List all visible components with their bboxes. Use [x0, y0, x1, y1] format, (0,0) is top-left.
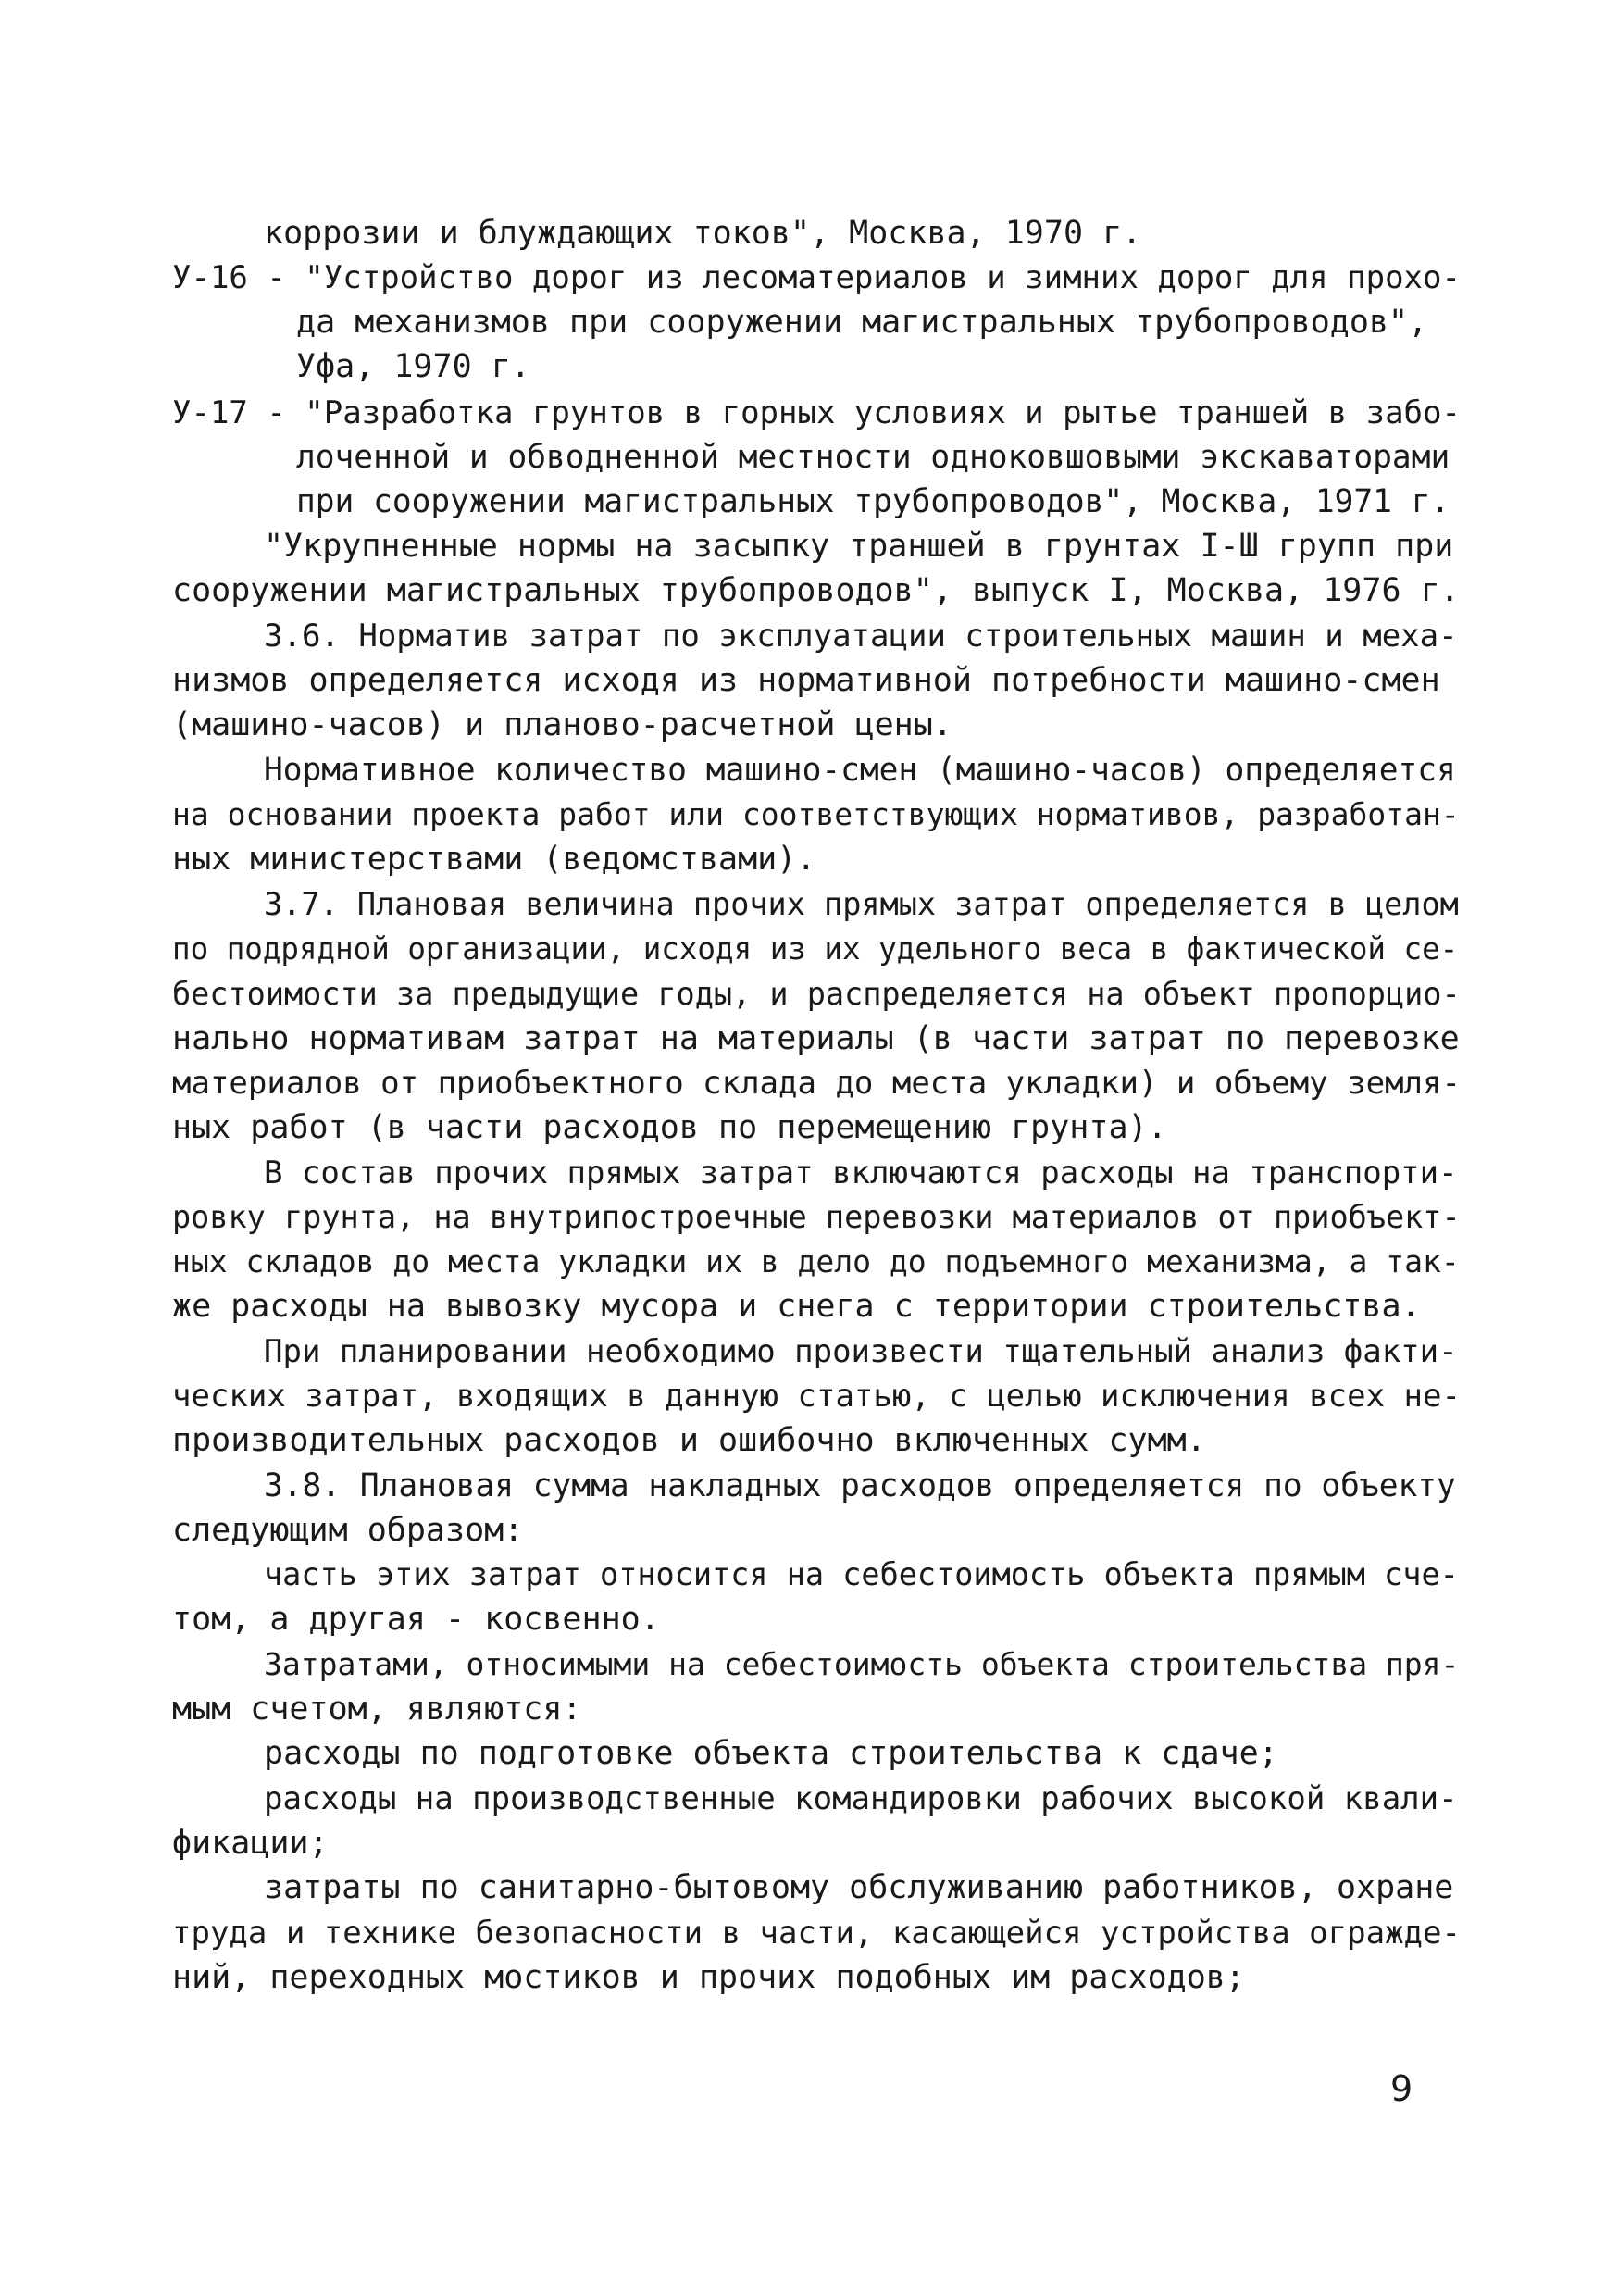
text-line: В состав прочих прямых затрат включаются расходы на транспорти- — [264, 1154, 1458, 1192]
text-line: ных складов до места укладки их в дело до подъемного механизма, а так- — [172, 1243, 1460, 1279]
text-line: фикации; — [172, 1825, 329, 1862]
text-line: бестоимости за предыдущие годы, и распределяется на объект пропорцио- — [172, 976, 1461, 1012]
text-line: нально нормативам затрат на материалы (в части затрат по перевозке — [172, 1020, 1460, 1057]
text-line: Нормативное количество машино-смен (машино-часов) определяется — [264, 752, 1456, 789]
text-line: Уфа, 1970 г. — [296, 348, 530, 385]
text-line: расходы по подготовке объекта строительства к сдаче; — [264, 1735, 1278, 1772]
text-line: (машино-часов) и планово-расчетной цены. — [172, 706, 952, 743]
text-line: труда и технике безопасности в части, касающейся устройства огражде- — [172, 1915, 1461, 1952]
text-line: ческих затрат, входящих в данную статью, с целью исключения всех не- — [172, 1378, 1461, 1415]
text-line: ных работ (в части расходов по перемещению грунта). — [172, 1109, 1167, 1146]
text-line: низмов определяется исходя из нормативной потребности машино-смен — [172, 662, 1440, 699]
text-line: материалов от приобъектного склада до места укладки) и объему земля- — [172, 1065, 1461, 1102]
text-line: ний, переходных мостиков и прочих подобных им расходов; — [172, 1959, 1245, 1996]
text-line: мым счетом, являются: — [172, 1691, 582, 1728]
page-number: 9 — [1390, 2068, 1413, 2109]
text-line: ровку грунта, на внутрипостроечные перевозки материалов от приобъект- — [172, 1199, 1461, 1235]
text-line: "Укрупненные нормы на засыпку траншей в грунтах I-Ш групп при — [264, 528, 1454, 565]
text-line: При планировании необходимо произвести тщательный анализ факти- — [264, 1333, 1458, 1370]
text-line: же расходы на вывозку мусора и снега с территории строительства. — [172, 1288, 1421, 1325]
text-line: затраты по санитарно-бытовому обслуживанию работников, охране — [264, 1869, 1454, 1906]
text-line: на основании проекта работ или соответствующих нормативов, разработан- — [172, 796, 1460, 832]
text-line: У-16 - "Устройство дорог из лесоматериалов и зимних дорог для прохо- — [172, 259, 1461, 296]
text-line: следующим образом: — [172, 1512, 524, 1549]
text-line: ных министерствами (ведомствами). — [172, 841, 816, 878]
text-line: часть этих затрат относится на себестоимость объекта прямым сче- — [264, 1556, 1459, 1592]
text-line: расходы на производственные командировки рабочих высокой квали- — [264, 1780, 1458, 1817]
text-line: 3.7. Плановая величина прочих прямых затрат определяется в целом — [264, 886, 1459, 922]
text-line: У-17 - "Разработка грунтов в горных условиях и рытье траншей в забо- — [172, 394, 1461, 431]
text-line: том, а другая - косвенно. — [172, 1601, 660, 1638]
text-line: коррозии и блуждающих токов", Москва, 1970 г. — [264, 215, 1142, 252]
text-line: 3.8. Плановая сумма накладных расходов определяется по объекту — [264, 1467, 1456, 1504]
text-line: производительных расходов и ошибочно включенных сумм. — [172, 1422, 1206, 1459]
text-line: Затратами, относимыми на себестоимость объекта строительства пря- — [264, 1646, 1460, 1682]
text-line: лоченной и обводненной местности одноковшовыми экскаваторами — [296, 439, 1450, 476]
text-line: по подрядной организации, исходя из их удельного веса в фактической се- — [172, 931, 1459, 967]
text-line: 3.6. Норматив затрат по эксплуатации строительных машин и меха- — [264, 618, 1458, 655]
text-line: при сооружении магистральных трубопроводов", Москва, 1971 г. — [296, 483, 1450, 520]
text-line: сооружении магистральных трубопроводов", выпуск I, Москва, 1976 г. — [172, 572, 1460, 609]
text-line: да механизмов при сооружении магистральных трубопроводов", — [296, 304, 1428, 341]
